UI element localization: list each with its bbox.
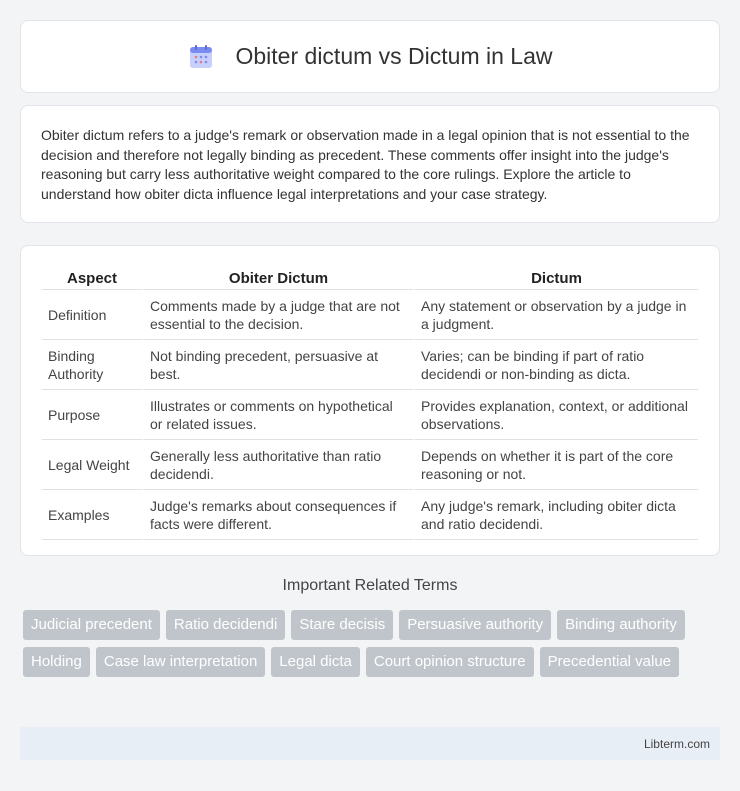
tag-binding-authority[interactable]: Binding authority	[557, 610, 685, 640]
row-obiter-dictum: Comments made by a judge that are not essential to the decision.	[142, 290, 413, 340]
column-header-dictum: Dictum	[413, 266, 698, 290]
table-header-row	[42, 266, 698, 290]
tag-holding[interactable]: Holding	[23, 647, 90, 677]
row-dictum: Any judge's remark, including obiter dicta and ratio decidendi.	[413, 490, 698, 540]
intro-text: Obiter dictum refers to a judge's remark or observation made in a legal opinion that is not essential to the decision and therefore not legally binding as precedent. These comments offer insight into the judge's reasoning but carry less authoritative weight compared to the core rulings. Explore the article to understand how obiter dicta influence legal interpretations and your case strategy.	[41, 127, 690, 202]
calendar-grid-icon	[188, 44, 214, 70]
row-dictum: Varies; can be binding if part of ratio decidendi or non-binding as dicta.	[413, 340, 698, 390]
title-card	[20, 20, 720, 93]
tag-persuasive-authority[interactable]: Persuasive authority	[399, 610, 551, 640]
tag-case-law-interpretation[interactable]: Case law interpretation	[96, 647, 265, 677]
row-aspect: Binding Authority	[42, 340, 142, 390]
related-terms-heading: Important Related Terms	[282, 577, 458, 594]
comparison-table	[42, 266, 698, 540]
tag-precedential-value[interactable]: Precedential value	[540, 647, 679, 677]
page-title: Obiter dictum vs Dictum in Law	[235, 43, 553, 69]
row-aspect: Examples	[42, 490, 142, 540]
row-dictum: Provides explanation, context, or additional observations.	[413, 390, 698, 440]
row-aspect: Purpose	[42, 390, 142, 440]
footer-site-link[interactable]: Libterm.com	[643, 736, 710, 751]
table-row	[42, 440, 698, 490]
column-header-obiter-dictum: Obiter Dictum	[142, 266, 413, 290]
row-dictum: Depends on whether it is part of the core reasoning or not.	[413, 440, 698, 490]
table-row	[42, 390, 698, 440]
comparison-table-card	[20, 245, 720, 556]
table-row	[42, 290, 698, 340]
row-obiter-dictum: Not binding precedent, persuasive at best.	[142, 340, 413, 390]
row-dictum: Any statement or observation by a judge in a judgment.	[413, 290, 698, 340]
table-row	[42, 490, 698, 540]
related-terms-tags	[23, 610, 723, 677]
intro-card	[20, 105, 720, 223]
tag-judicial-precedent[interactable]: Judicial precedent	[23, 610, 160, 640]
row-obiter-dictum: Generally less authoritative than ratio decidendi.	[142, 440, 413, 490]
footer	[20, 727, 720, 760]
row-aspect: Definition	[42, 290, 142, 340]
row-obiter-dictum: Judge's remarks about consequences if facts were different.	[142, 490, 413, 540]
column-header-aspect: Aspect	[42, 266, 142, 290]
table-row	[42, 340, 698, 390]
tag-ratio-decidendi[interactable]: Ratio decidendi	[166, 610, 285, 640]
tag-stare-decisis[interactable]: Stare decisis	[291, 610, 393, 640]
row-obiter-dictum: Illustrates or comments on hypothetical or related issues.	[142, 390, 413, 440]
tag-legal-dicta[interactable]: Legal dicta	[271, 647, 360, 677]
tag-court-opinion-structure[interactable]: Court opinion structure	[366, 647, 534, 677]
row-aspect: Legal Weight	[42, 440, 142, 490]
